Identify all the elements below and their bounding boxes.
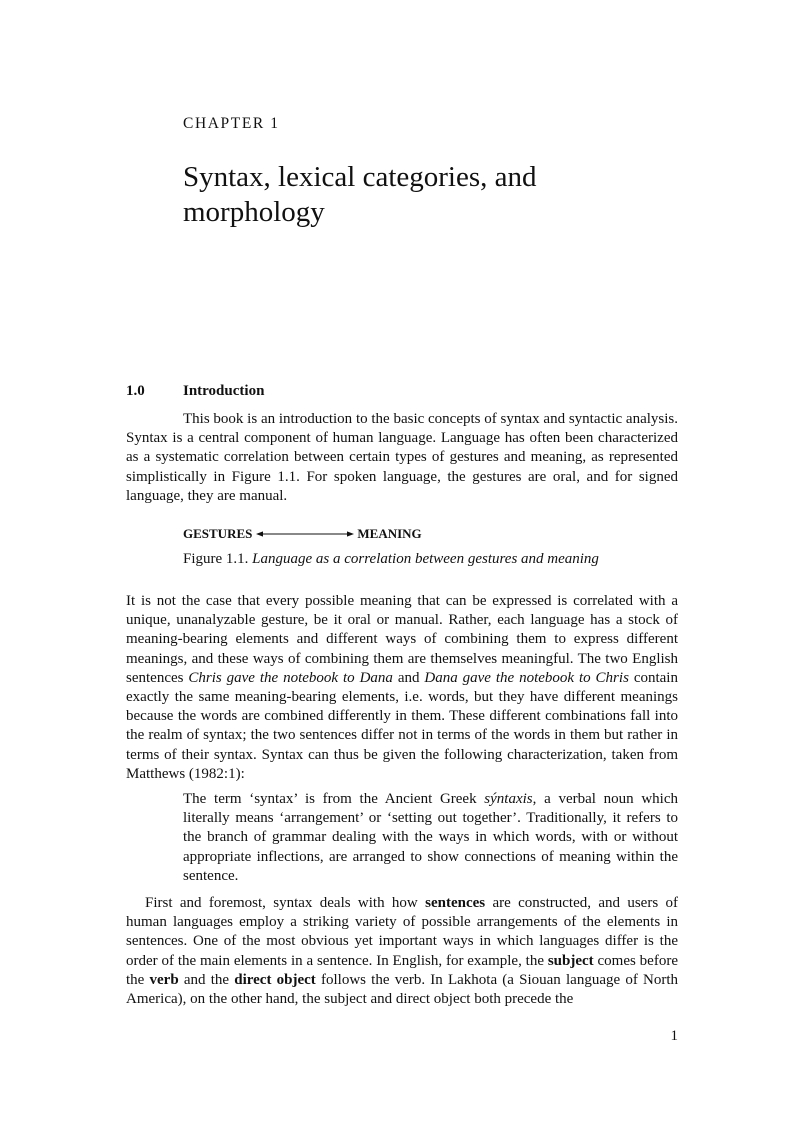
page-number: 1 (670, 1028, 678, 1044)
paragraph-2-text-a: It is not the case that every possible meaning that can be expressed is correlated with a unique, unanalyzable gesture, be it oral or manual. Rather, each language has a stock of meaning-bearing elements and different ways of combining them to express different meanings, and these ways of combining them are themselves meaningful. The two English sentences (126, 593, 678, 686)
double-arrow-icon (256, 529, 354, 539)
figure-diagram (183, 525, 422, 543)
paragraph-3-text-e: follows the verb. In Lakhota (a Siouan language of North America), on the other hand, the subject and direct object both precede the (126, 971, 679, 1008)
paragraph-3-text-b: are constructed, and users of human languages employ a striking variety of possible arrangements of the elements in sentences. One of the most obvious yet important ways in which languages differ is the order of the main elements in a sentence. In English, for example, the (126, 895, 678, 969)
example-sentence-2: Dana gave the notebook to Chris (424, 669, 629, 686)
chapter-title-line-1: Syntax, lexical categories, and (183, 161, 537, 193)
paragraph-3-text-c: comes before the (126, 952, 678, 988)
figure-caption (183, 550, 599, 569)
intro-paragraph: This book is an introduction to the basic concepts of syntax and syntactic analysis. Syntax is a central component of human language. Language has often been characterized as a systematic correlation between certain types of gestures and meaning, as represented simplistically in Figure 1.1. For spoken language, the gestures are oral, and for signed language, they are manual. (126, 411, 678, 504)
quote-text-a: The term ‘syntax’ is from the Ancient Greek (183, 791, 485, 807)
chapter-label: CHAPTER 1 (183, 115, 280, 132)
term-subject: subject (547, 952, 594, 969)
section-title: Introduction (183, 383, 265, 399)
term-sentences: sentences (425, 895, 486, 911)
body-paragraph-3 (126, 894, 678, 1009)
paragraph-2-text-c: contain exactly the same meaning-bearing elements, i.e. words, but they have different meanings because the words are combined differently in them. These different combinations fall into the realm of syntax; the two sentences differ not in terms of the words in them but rather in terms of their syntax. Syntax can thus be given the following characterization, taken from Matthews (1982:1): (126, 669, 678, 782)
term-direct-object: direct object (234, 971, 316, 988)
chapter-title (183, 160, 663, 230)
quote-greek-term: sýntaxis (484, 791, 533, 807)
paragraph-3-text-d: and the (178, 971, 235, 988)
figure-right-label: MEANING (357, 526, 422, 541)
figure-caption-text: Language as a correlation between gestures and meaning (252, 551, 599, 567)
paragraph-3-text-a: First and foremost, syntax deals with how (145, 895, 426, 911)
term-verb: verb (149, 971, 179, 988)
figure-left-label: GESTURES (183, 526, 253, 541)
block-quote (183, 790, 678, 886)
chapter-title-line-2: morphology (183, 196, 325, 228)
body-paragraph-2 (126, 592, 678, 784)
section-number: 1.0 (126, 383, 145, 399)
example-sentence-1: Chris gave the notebook to Dana (188, 669, 393, 686)
paragraph-2-text-b: and (392, 669, 425, 686)
section-heading (126, 381, 678, 401)
quote-text-b: , a verbal noun which literally means ‘arrangement’ or ‘setting out together’. Traditionally, it refers to the branch of grammar dealing with the ways in which words, with or without appropriate inflections, are arranged to show connections of meaning within the sentence. (183, 791, 678, 884)
figure-caption-prefix: Figure 1.1. (183, 551, 249, 567)
